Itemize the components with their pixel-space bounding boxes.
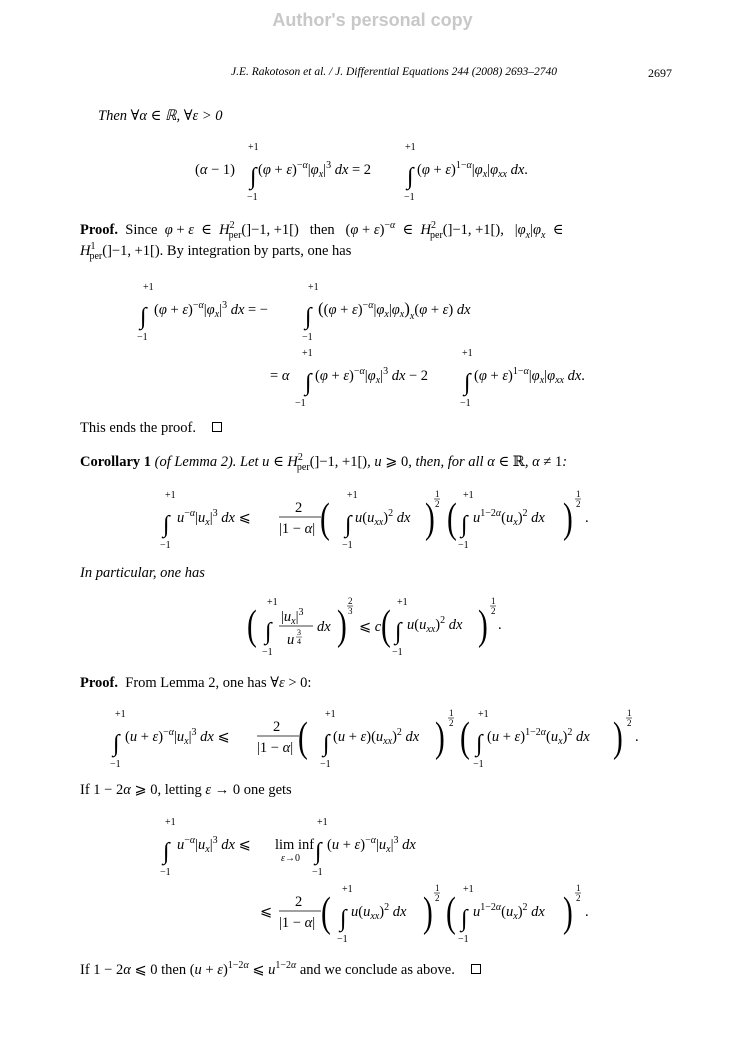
svg-text:∫: ∫ bbox=[395, 619, 402, 645]
svg-text:+1: +1 bbox=[342, 884, 353, 895]
svg-text:|ux|3: $|u_x|^3$ bbox=[281, 607, 304, 627]
svg-text:2: 2 bbox=[273, 719, 281, 735]
svg-text:∫: ∫ bbox=[464, 370, 471, 396]
svg-text:1: 1 bbox=[435, 489, 440, 499]
svg-text:−1: −1 bbox=[458, 540, 469, 551]
svg-text:−1: −1 bbox=[312, 867, 323, 878]
svg-text:|1 − α|: |1 − α| bbox=[279, 521, 316, 537]
svg-text:3: 3 bbox=[297, 628, 301, 637]
svg-text:): ) bbox=[435, 713, 445, 761]
svg-text:(u + ε)−α|ux|3 dx ⩽: $(u + \varepsilon)^{-\alpha}|u_x|^3$ dx ⩽ bbox=[125, 727, 230, 747]
svg-text:+1: +1 bbox=[462, 348, 473, 359]
svg-text:+1: +1 bbox=[317, 817, 328, 828]
svg-text:= α: = α bbox=[270, 368, 290, 384]
svg-text:+1: +1 bbox=[397, 597, 408, 608]
svg-text:∫: ∫ bbox=[163, 512, 170, 538]
svg-text:(: ( bbox=[321, 888, 331, 936]
svg-text:2: 2 bbox=[576, 893, 581, 903]
ends-proof-1 bbox=[80, 420, 222, 437]
svg-text:−1: −1 bbox=[404, 192, 415, 203]
svg-text:∫: ∫ bbox=[340, 906, 347, 932]
svg-text:∫: ∫ bbox=[315, 839, 322, 865]
qed-symbol-2 bbox=[471, 964, 481, 974]
svg-text:∫: ∫ bbox=[305, 370, 312, 396]
svg-text:+1: +1 bbox=[463, 490, 474, 501]
svg-text:): ) bbox=[337, 601, 347, 649]
svg-text:∫: ∫ bbox=[265, 619, 272, 645]
svg-text:∫: ∫ bbox=[140, 304, 147, 330]
svg-text:−1: −1 bbox=[458, 934, 469, 945]
svg-text:dx: dx bbox=[317, 619, 331, 635]
svg-text:−1: −1 bbox=[473, 759, 484, 770]
svg-text:.: . bbox=[498, 617, 502, 633]
svg-text:(φ + ε)−α|φx|3 dx − 2: $(\varphi + \varepsilon)^{-\alpha}|\varphi_x|^3$ dx − 2 bbox=[315, 366, 429, 386]
svg-text:1: 1 bbox=[576, 883, 581, 893]
svg-text:−1: −1 bbox=[302, 332, 313, 343]
proof-1-line-a: Proof. Since φ + ε ∈ $H^2_{per}(]-1$, +1[) then $(\varphi + \varepsilon)^{-\alpha}$ ∈ $H^2_{per}(]-1$, +1[), $|\varphi_x|\varphi_x$ ∈ bbox=[80, 220, 564, 241]
svg-text:u1−2α(ux)2 dx: $u^{1-2\alpha}(u_x)^2$ dx bbox=[473, 902, 545, 922]
equation-1 bbox=[190, 140, 570, 204]
svg-text:−1: −1 bbox=[337, 934, 348, 945]
in-particular: In particular, one has bbox=[80, 565, 205, 581]
svg-text:|1 − α|: |1 − α| bbox=[257, 740, 294, 756]
svg-text:+1: +1 bbox=[325, 709, 336, 720]
svg-text:(: ( bbox=[298, 713, 308, 761]
svg-text:⩽ c: ⩽ c bbox=[359, 619, 382, 635]
svg-text:2: 2 bbox=[435, 893, 440, 903]
svg-text:(u + ε)1−2α(ux)2 dx: $(u + \varepsilon)^{1-2\alpha}(u_x)^2$ dx bbox=[487, 727, 590, 747]
svg-text:+1: +1 bbox=[248, 142, 259, 153]
if-line-2: If 1 − 2α ⩽ 0 then $(u + \varepsilon)^{1-2\alpha}$ ⩽ $u^{1-2\alpha}$ and we conclude as above. bbox=[80, 960, 481, 979]
svg-text:(φ + ε)−α|φx|3 dx = −: $(\varphi + \varepsilon)^{-\alpha}|\varphi_x|^3$ dx = − bbox=[154, 300, 268, 320]
svg-text:.: . bbox=[585, 904, 589, 920]
svg-text:2: 2 bbox=[627, 718, 632, 728]
svg-text:−1: −1 bbox=[247, 192, 258, 203]
svg-text:4: 4 bbox=[297, 637, 301, 646]
svg-text:|1 − α|: |1 − α| bbox=[279, 915, 316, 931]
page-number: 2697 bbox=[648, 66, 672, 80]
svg-text:2: 2 bbox=[295, 500, 303, 516]
svg-text:−1: −1 bbox=[137, 332, 148, 343]
ends-text: This ends the proof. bbox=[80, 420, 196, 436]
svg-text:(φ + ε)1−α|φx|φxx dx.: $(\varphi + \varepsilon)^{1-\alpha}|\varphi_x|\varphi_{xx}$ dx. bbox=[474, 366, 585, 386]
svg-text:ε→0: ε→0 bbox=[281, 853, 300, 864]
svg-text:−1: −1 bbox=[392, 647, 403, 658]
svg-text:−1: −1 bbox=[160, 540, 171, 551]
svg-text:+1: +1 bbox=[347, 490, 358, 501]
equation-2 bbox=[130, 280, 630, 410]
svg-text:u(uxx)2 dx: $u(u_{xx})^2$ dx bbox=[351, 902, 407, 922]
svg-text:u−α|ux|3 dx ⩽: $u^{-\alpha}|u_x|^3$ dx ⩽ bbox=[177, 508, 251, 528]
equation-4 bbox=[245, 592, 515, 662]
svg-text:(φ + ε)1−α|φx|φxx dx.: $(\varphi + \varepsilon)^{1-\alpha}|\varphi_x|\varphi_{xx}$ dx. bbox=[417, 160, 528, 180]
proof-1-line-b: $H^1_{per}(]-1$, +1[). By integration by parts, one has bbox=[80, 241, 352, 262]
svg-text:−1: −1 bbox=[342, 540, 353, 551]
equation-5 bbox=[105, 704, 650, 774]
watermark: Author's personal copy bbox=[272, 10, 473, 30]
svg-text:2: 2 bbox=[435, 499, 440, 509]
svg-text:.: . bbox=[635, 729, 639, 745]
svg-text:+1: +1 bbox=[463, 884, 474, 895]
svg-text:∫: ∫ bbox=[250, 164, 257, 190]
svg-text:(: ( bbox=[447, 494, 457, 542]
svg-text:2: 2 bbox=[449, 718, 454, 728]
svg-text:∫: ∫ bbox=[163, 839, 170, 865]
corollary-statement: Corollary 1 (of Lemma 2). Let u ∈ $H^2_{per}(]-1$, +1[), u ⩾ 0, then, for all α ∈ ℝ, α ≠ 1: bbox=[80, 452, 568, 473]
svg-text:1: 1 bbox=[627, 708, 632, 718]
svg-text:(u + ε)(uxx)2 dx: $(u + \varepsilon)(u_{xx})^2$ dx bbox=[333, 727, 420, 747]
svg-text:−1: −1 bbox=[295, 398, 306, 409]
svg-text:∫: ∫ bbox=[461, 512, 468, 538]
svg-text:1: 1 bbox=[576, 489, 581, 499]
svg-text:u−α|ux|3 dx ⩽: $u^{-\alpha}|u_x|^3$ dx ⩽ bbox=[177, 835, 251, 855]
svg-text:(: ( bbox=[247, 601, 257, 649]
svg-text:+1: +1 bbox=[115, 709, 126, 720]
svg-text:u: u bbox=[287, 632, 295, 648]
svg-text:−1: −1 bbox=[320, 759, 331, 770]
svg-text:+1: +1 bbox=[405, 142, 416, 153]
svg-text:2: 2 bbox=[295, 894, 303, 910]
svg-text:+1: +1 bbox=[302, 348, 313, 359]
svg-text:∫: ∫ bbox=[461, 906, 468, 932]
svg-text:): ) bbox=[563, 888, 573, 936]
svg-text:): ) bbox=[563, 494, 573, 542]
svg-text:−1: −1 bbox=[160, 867, 171, 878]
qed-symbol bbox=[212, 422, 222, 432]
svg-text:−1: −1 bbox=[110, 759, 121, 770]
svg-text:u1−2α(ux)2 dx: $u^{1-2\alpha}(u_x)^2$ dx bbox=[473, 508, 545, 528]
svg-text:(φ + ε)−α|φx|3 dx = 2: $(\varphi + \varepsilon)^{-\alpha}|\varphi_x|^3$ dx = 2 bbox=[258, 160, 372, 180]
svg-text:u(uxx)2 dx: $u(u_{xx})^2$ dx bbox=[355, 508, 411, 528]
svg-text:): ) bbox=[478, 601, 488, 649]
svg-text:): ) bbox=[423, 888, 433, 936]
svg-text:(: ( bbox=[460, 713, 470, 761]
svg-text:(: ( bbox=[381, 601, 391, 649]
svg-text:1: 1 bbox=[491, 596, 496, 606]
svg-text:1: 1 bbox=[435, 883, 440, 893]
svg-text:⩽: ⩽ bbox=[260, 904, 273, 920]
svg-text:(α − 1): (α − 1) bbox=[195, 162, 235, 178]
svg-text:lim inf: lim inf bbox=[275, 837, 315, 853]
if-line-1: If 1 − 2α ⩾ 0, letting ε → 0 one gets bbox=[80, 782, 292, 798]
svg-text:−1: −1 bbox=[460, 398, 471, 409]
svg-text:): ) bbox=[613, 713, 623, 761]
then-statement: Then ∀α ∈ ℝ, ∀ε > 0 bbox=[98, 108, 223, 124]
svg-text:+1: +1 bbox=[478, 709, 489, 720]
svg-text:∫: ∫ bbox=[476, 731, 483, 757]
equation-3 bbox=[155, 485, 605, 555]
svg-text:+1: +1 bbox=[308, 282, 319, 293]
svg-text:−1: −1 bbox=[262, 647, 273, 658]
svg-text:u(uxx)2 dx: $u(u_{xx})^2$ dx bbox=[407, 615, 463, 635]
svg-text:∫: ∫ bbox=[113, 731, 120, 757]
running-title: J.E. Rakotoson et al. / J. Differential Equations 244 (2008) 2693–2740 bbox=[231, 66, 558, 78]
svg-text:∫: ∫ bbox=[305, 304, 312, 330]
svg-text:∫: ∫ bbox=[345, 512, 352, 538]
equation-6 bbox=[155, 812, 605, 947]
svg-text:+1: +1 bbox=[165, 490, 176, 501]
svg-text:1: 1 bbox=[449, 708, 454, 718]
svg-text:∫: ∫ bbox=[407, 164, 414, 190]
svg-text:((φ + ε)−α|φx|φx)x(φ + ε) dx: $((\varphi + \varepsilon)^{-\alpha}|\varphi_x|\varphi_x)_x(\varphi + \varepsilon)$ dx bbox=[318, 299, 471, 322]
svg-text:2: 2 bbox=[576, 499, 581, 509]
proof-2-line: Proof. From Lemma 2, one has ∀ε > 0: bbox=[80, 675, 312, 691]
svg-text:): ) bbox=[425, 494, 435, 542]
svg-text:.: . bbox=[585, 510, 589, 526]
svg-text:∫: ∫ bbox=[323, 731, 330, 757]
svg-text:(u + ε)−α|ux|3 dx: $(u + \varepsilon)^{-\alpha}|u_x|^3$ dx bbox=[327, 835, 416, 855]
svg-text:+1: +1 bbox=[267, 597, 278, 608]
svg-text:(: ( bbox=[320, 494, 330, 542]
svg-text:+1: +1 bbox=[165, 817, 176, 828]
svg-text:3: 3 bbox=[348, 606, 353, 616]
svg-text:+1: +1 bbox=[143, 282, 154, 293]
svg-text:2: 2 bbox=[491, 606, 496, 616]
svg-text:(: ( bbox=[446, 888, 456, 936]
svg-text:2: 2 bbox=[348, 596, 353, 606]
